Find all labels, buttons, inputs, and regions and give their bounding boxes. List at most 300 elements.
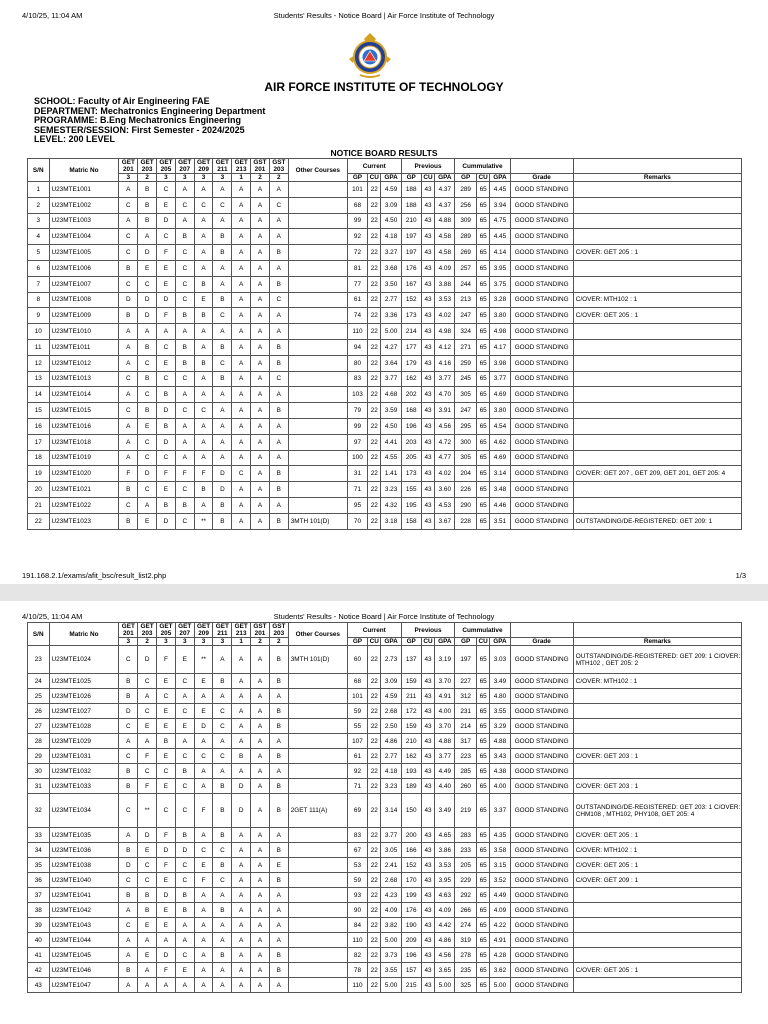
course-grade: A: [251, 276, 270, 292]
remarks: C/OVER: GET 203 : 1: [573, 749, 741, 764]
course-grade: B: [269, 794, 288, 828]
course-grade: A: [157, 933, 176, 948]
course-grade: B: [157, 418, 176, 434]
programme-info: [34, 97, 265, 145]
course-grade: C: [175, 371, 194, 387]
course-grade: B: [138, 371, 157, 387]
prev-value: 3.53: [435, 858, 455, 873]
cur-value: 22: [368, 466, 381, 482]
course-grade: A: [251, 978, 270, 993]
course-code: GET: [215, 623, 229, 630]
course-number: 201: [254, 166, 266, 173]
table-row: [28, 828, 742, 843]
remarks: [573, 403, 741, 419]
other-courses: [288, 704, 347, 719]
cur-value: 3.55: [381, 963, 401, 978]
remarks: [573, 339, 741, 355]
table-row: [28, 734, 742, 749]
course-grade: F: [175, 466, 194, 482]
cum-value: 65: [476, 418, 489, 434]
cum-value: 256: [455, 197, 477, 213]
course-grade: A: [251, 963, 270, 978]
serial-number: 34: [28, 843, 50, 858]
course-grade: B: [213, 858, 232, 873]
course-grade: A: [213, 387, 232, 403]
cur-value: 60: [347, 646, 367, 674]
col-header-grade: Grade: [510, 174, 573, 182]
cur-value: 72: [347, 245, 367, 261]
cum-value: 4.46: [490, 497, 510, 513]
course-grade: B: [232, 749, 251, 764]
prev-value: 173: [401, 466, 421, 482]
matric-number: U23MTE1025: [49, 674, 119, 689]
course-grade: A: [232, 978, 251, 993]
table-row: [28, 794, 742, 828]
cum-value: 65: [476, 292, 489, 308]
cur-value: 90: [347, 903, 367, 918]
col-header-gp: GP: [401, 174, 421, 182]
cum-value: 278: [455, 948, 477, 963]
course-grade: A: [138, 229, 157, 245]
course-grade: C: [175, 403, 194, 419]
table-row: [28, 355, 742, 371]
remarks: [573, 764, 741, 779]
cum-value: 271: [455, 339, 477, 355]
course-grade: F: [157, 308, 176, 324]
serial-number: 16: [28, 418, 50, 434]
course-grade: A: [251, 513, 270, 529]
course-grade: A: [251, 387, 270, 403]
course-grade: A: [251, 764, 270, 779]
cur-value: 22: [368, 903, 381, 918]
cum-value: 295: [455, 418, 477, 434]
course-grade: A: [119, 418, 138, 434]
cum-value: 3.48: [490, 482, 510, 498]
course-grade: B: [138, 339, 157, 355]
standing-grade: GOOD STANDING: [510, 339, 573, 355]
institution-title: AIR FORCE INSTITUTE OF TECHNOLOGY: [264, 80, 504, 94]
course-grade: B: [175, 355, 194, 371]
cum-value: 309: [455, 213, 477, 229]
standing-grade: GOOD STANDING: [510, 182, 573, 198]
serial-number: 3: [28, 213, 50, 229]
standing-grade: GOOD STANDING: [510, 276, 573, 292]
course-grade: C: [138, 276, 157, 292]
course-grade: D: [194, 719, 213, 734]
course-code: GST: [272, 623, 286, 630]
col-header-gpa: GPA: [381, 174, 401, 182]
cum-value: 65: [476, 387, 489, 403]
course-grade: A: [232, 646, 251, 674]
serial-number: 39: [28, 918, 50, 933]
course-grade: A: [232, 371, 251, 387]
cum-value: 319: [455, 933, 477, 948]
prev-value: 4.86: [435, 933, 455, 948]
course-grade: A: [213, 276, 232, 292]
cur-value: 2.41: [381, 858, 401, 873]
cur-value: 3.82: [381, 918, 401, 933]
other-courses: [288, 450, 347, 466]
table-row: [28, 933, 742, 948]
serial-number: 33: [28, 828, 50, 843]
cum-value: 269: [455, 245, 477, 261]
other-courses: [288, 403, 347, 419]
cur-value: 22: [368, 497, 381, 513]
cum-value: 260: [455, 779, 477, 794]
remarks: OUTSTANDING/DE-REGISTERED: GET 209: 1: [573, 513, 741, 529]
cur-value: 5.00: [381, 324, 401, 340]
cur-value: 83: [347, 371, 367, 387]
cum-value: 65: [476, 794, 489, 828]
course-grade: A: [232, 843, 251, 858]
course-grade: B: [194, 308, 213, 324]
cur-value: 3.73: [381, 948, 401, 963]
prev-value: 43: [421, 513, 434, 529]
prev-value: 43: [421, 339, 434, 355]
cum-value: 3.29: [490, 719, 510, 734]
matric-number: U23MTE1034: [49, 794, 119, 828]
course-grade: E: [194, 674, 213, 689]
course-grade: B: [213, 948, 232, 963]
course-grade: B: [213, 339, 232, 355]
course-grade: C: [119, 749, 138, 764]
col-header-previous: Previous: [401, 623, 455, 638]
course-grade: C: [175, 749, 194, 764]
course-grade: A: [138, 497, 157, 513]
prev-value: 43: [421, 873, 434, 888]
prev-value: 176: [401, 260, 421, 276]
cur-value: 3.59: [381, 403, 401, 419]
standing-grade: GOOD STANDING: [510, 434, 573, 450]
cum-value: 197: [455, 646, 477, 674]
standing-grade: GOOD STANDING: [510, 719, 573, 734]
cum-value: 65: [476, 963, 489, 978]
course-grade: E: [157, 276, 176, 292]
course-grade: B: [175, 339, 194, 355]
cum-value: 3.51: [490, 513, 510, 529]
cum-value: 247: [455, 403, 477, 419]
cur-value: 22: [368, 213, 381, 229]
course-grade: B: [269, 513, 288, 529]
standing-grade: GOOD STANDING: [510, 371, 573, 387]
prev-value: 43: [421, 764, 434, 779]
course-grade: A: [232, 963, 251, 978]
course-grade: B: [175, 308, 194, 324]
cum-value: 4.09: [490, 903, 510, 918]
prev-value: 43: [421, 704, 434, 719]
course-grade: E: [175, 719, 194, 734]
course-grade: E: [138, 260, 157, 276]
prev-value: 3.67: [435, 513, 455, 529]
prev-value: 4.58: [435, 229, 455, 245]
course-grade: A: [251, 918, 270, 933]
prev-value: 3.53: [435, 292, 455, 308]
course-grade: A: [251, 719, 270, 734]
course-grade: A: [269, 689, 288, 704]
cum-value: 65: [476, 734, 489, 749]
table-row: [28, 978, 742, 993]
standing-grade: GOOD STANDING: [510, 308, 573, 324]
course-grade: B: [175, 229, 194, 245]
serial-number: 31: [28, 779, 50, 794]
course-grade: C: [157, 229, 176, 245]
course-grade: A: [232, 276, 251, 292]
course-grade: D: [157, 843, 176, 858]
course-grade: A: [232, 450, 251, 466]
col-header-gp: GP: [455, 174, 477, 182]
prev-value: 43: [421, 646, 434, 674]
course-grade: B: [157, 734, 176, 749]
session-line: SEMESTER/SESSION: First Semester - 2024/2025: [34, 124, 245, 135]
course-grade: A: [251, 418, 270, 434]
col-header-blank: [573, 623, 741, 638]
course-grade: D: [138, 308, 157, 324]
prev-value: 162: [401, 371, 421, 387]
cur-value: 3.05: [381, 843, 401, 858]
table-row: [28, 918, 742, 933]
table-row: [28, 704, 742, 719]
table-row: [28, 674, 742, 689]
course-grade: A: [269, 418, 288, 434]
cum-value: 65: [476, 371, 489, 387]
course-grade: A: [232, 182, 251, 198]
matric-number: U23MTE1033: [49, 779, 119, 794]
cum-value: 3.28: [490, 292, 510, 308]
course-grade: A: [194, 963, 213, 978]
other-courses: 2GET 111(A): [288, 794, 347, 828]
remarks: [573, 719, 741, 734]
prev-value: 4.16: [435, 355, 455, 371]
course-grade: D: [232, 779, 251, 794]
course-number: 201: [122, 166, 134, 173]
standing-grade: GOOD STANDING: [510, 963, 573, 978]
course-number: 209: [198, 166, 209, 173]
prev-value: 3.70: [435, 674, 455, 689]
cur-value: 22: [368, 197, 381, 213]
prev-value: 203: [401, 434, 421, 450]
col-header-gp: GP: [401, 638, 421, 646]
course-grade: C: [175, 858, 194, 873]
course-grade: A: [269, 888, 288, 903]
course-grade: B: [175, 828, 194, 843]
serial-number: 40: [28, 933, 50, 948]
prev-value: 189: [401, 779, 421, 794]
cur-value: 53: [347, 858, 367, 873]
course-grade: C: [213, 749, 232, 764]
course-grade: A: [269, 978, 288, 993]
course-code: GST: [253, 623, 267, 630]
course-grade: B: [119, 513, 138, 529]
col-header-gpa: GPA: [490, 174, 510, 182]
prev-value: 43: [421, 734, 434, 749]
cur-value: 3.09: [381, 674, 401, 689]
cur-value: 22: [368, 339, 381, 355]
col-header-gpa: GPA: [435, 174, 455, 182]
cur-value: 5.00: [381, 933, 401, 948]
cur-value: 22: [368, 858, 381, 873]
cur-value: 84: [347, 918, 367, 933]
course-grade: A: [232, 324, 251, 340]
col-header-gpa: GPA: [490, 638, 510, 646]
prev-value: 43: [421, 197, 434, 213]
col-header-cu: CU: [421, 638, 434, 646]
cum-value: 312: [455, 689, 477, 704]
serial-number: 20: [28, 482, 50, 498]
standing-grade: GOOD STANDING: [510, 324, 573, 340]
course-code: GET: [159, 159, 173, 166]
course-grade: A: [194, 229, 213, 245]
cur-value: 22: [368, 794, 381, 828]
cum-value: 3.52: [490, 873, 510, 888]
course-grade: A: [251, 182, 270, 198]
serial-number: 41: [28, 948, 50, 963]
serial-number: 42: [28, 963, 50, 978]
standing-grade: GOOD STANDING: [510, 704, 573, 719]
course-grade: E: [138, 513, 157, 529]
cum-value: 65: [476, 749, 489, 764]
course-grade: A: [194, 260, 213, 276]
cum-value: 3.49: [490, 674, 510, 689]
course-grade: A: [194, 978, 213, 993]
course-grade: A: [194, 933, 213, 948]
matric-number: U23MTE1024: [49, 646, 119, 674]
course-grade: A: [251, 828, 270, 843]
course-grade: A: [251, 674, 270, 689]
cum-value: 4.98: [490, 324, 510, 340]
prev-value: 159: [401, 719, 421, 734]
course-grade: E: [157, 873, 176, 888]
course-grade: A: [232, 764, 251, 779]
other-courses: [288, 324, 347, 340]
standing-grade: GOOD STANDING: [510, 828, 573, 843]
cur-value: 94: [347, 339, 367, 355]
prev-value: 43: [421, 276, 434, 292]
print-page-title: Students' Results - Notice Board | Air Force Institute of Technology: [273, 11, 495, 20]
course-grade: C: [119, 197, 138, 213]
course-grade: B: [269, 963, 288, 978]
prev-value: 43: [421, 245, 434, 261]
course-grade: A: [269, 182, 288, 198]
remarks: C/OVER: GET 205 : 1: [573, 858, 741, 873]
serial-number: 35: [28, 858, 50, 873]
course-grade: D: [157, 513, 176, 529]
cum-value: 65: [476, 719, 489, 734]
cur-value: 68: [347, 674, 367, 689]
remarks: C/OVER: MTH102 : 1: [573, 292, 741, 308]
results-table-page2: [27, 622, 742, 993]
matric-number: U23MTE1019: [49, 450, 119, 466]
cur-value: 3.23: [381, 779, 401, 794]
remarks: [573, 276, 741, 292]
course-grade: C: [213, 843, 232, 858]
course-grade: A: [194, 339, 213, 355]
prev-value: 4.98: [435, 324, 455, 340]
course-grade: F: [194, 873, 213, 888]
course-grade: B: [269, 245, 288, 261]
course-code: GST: [272, 159, 286, 166]
cur-value: 4.23: [381, 888, 401, 903]
course-grade: D: [119, 704, 138, 719]
cum-value: 3.77: [490, 371, 510, 387]
standing-grade: GOOD STANDING: [510, 734, 573, 749]
cur-value: 22: [368, 450, 381, 466]
course-grade: B: [213, 497, 232, 513]
serial-number: 4: [28, 229, 50, 245]
prev-value: 43: [421, 229, 434, 245]
cur-value: 22: [368, 292, 381, 308]
col-header-gp: GP: [347, 174, 367, 182]
other-courses: 3MTH 101(D): [288, 646, 347, 674]
cum-value: 65: [476, 276, 489, 292]
course-grade: E: [138, 843, 157, 858]
course-grade: A: [232, 888, 251, 903]
course-code: GET: [121, 623, 135, 630]
course-grade: A: [194, 434, 213, 450]
course-grade: A: [194, 888, 213, 903]
cur-value: 22: [368, 978, 381, 993]
prev-value: 168: [401, 403, 421, 419]
serial-number: 10: [28, 324, 50, 340]
cum-value: 5.00: [490, 978, 510, 993]
serial-number: 1: [28, 182, 50, 198]
other-courses: [288, 888, 347, 903]
standing-grade: GOOD STANDING: [510, 513, 573, 529]
course-number: 203: [273, 630, 285, 637]
course-grade: A: [138, 689, 157, 704]
prev-value: 4.88: [435, 213, 455, 229]
cum-value: 65: [476, 513, 489, 529]
cum-value: 65: [476, 324, 489, 340]
cum-value: 65: [476, 182, 489, 198]
course-grade: A: [232, 418, 251, 434]
prev-value: 197: [401, 229, 421, 245]
course-grade: A: [213, 646, 232, 674]
course-grade: B: [269, 403, 288, 419]
col-header-blank: [573, 159, 741, 174]
course-grade: A: [194, 245, 213, 261]
table-row: [28, 689, 742, 704]
remarks: [573, 497, 741, 513]
col-header-current: Current: [347, 623, 401, 638]
course-grade: C: [157, 689, 176, 704]
table-row: [28, 260, 742, 276]
cum-value: 3.94: [490, 197, 510, 213]
course-grade: D: [119, 858, 138, 873]
serial-number: 38: [28, 903, 50, 918]
course-grade: A: [213, 260, 232, 276]
standing-grade: GOOD STANDING: [510, 903, 573, 918]
col-header-cu: CU: [368, 638, 381, 646]
course-grade: A: [251, 466, 270, 482]
course-grade: B: [175, 497, 194, 513]
course-grade: A: [251, 245, 270, 261]
cum-value: 4.88: [490, 734, 510, 749]
course-grade: D: [157, 948, 176, 963]
serial-number: 24: [28, 674, 50, 689]
prev-value: 43: [421, 903, 434, 918]
cum-value: 65: [476, 903, 489, 918]
remarks: [573, 689, 741, 704]
prev-value: 3.77: [435, 749, 455, 764]
cum-value: 65: [476, 308, 489, 324]
course-grade: E: [194, 858, 213, 873]
course-grade: B: [194, 355, 213, 371]
col-header-cumulative: Cummulative: [455, 159, 510, 174]
cum-value: 65: [476, 888, 489, 903]
serial-number: 36: [28, 873, 50, 888]
table-row: [28, 387, 742, 403]
print-page-title: Students' Results - Notice Board | Air Force Institute of Technology: [273, 612, 495, 621]
